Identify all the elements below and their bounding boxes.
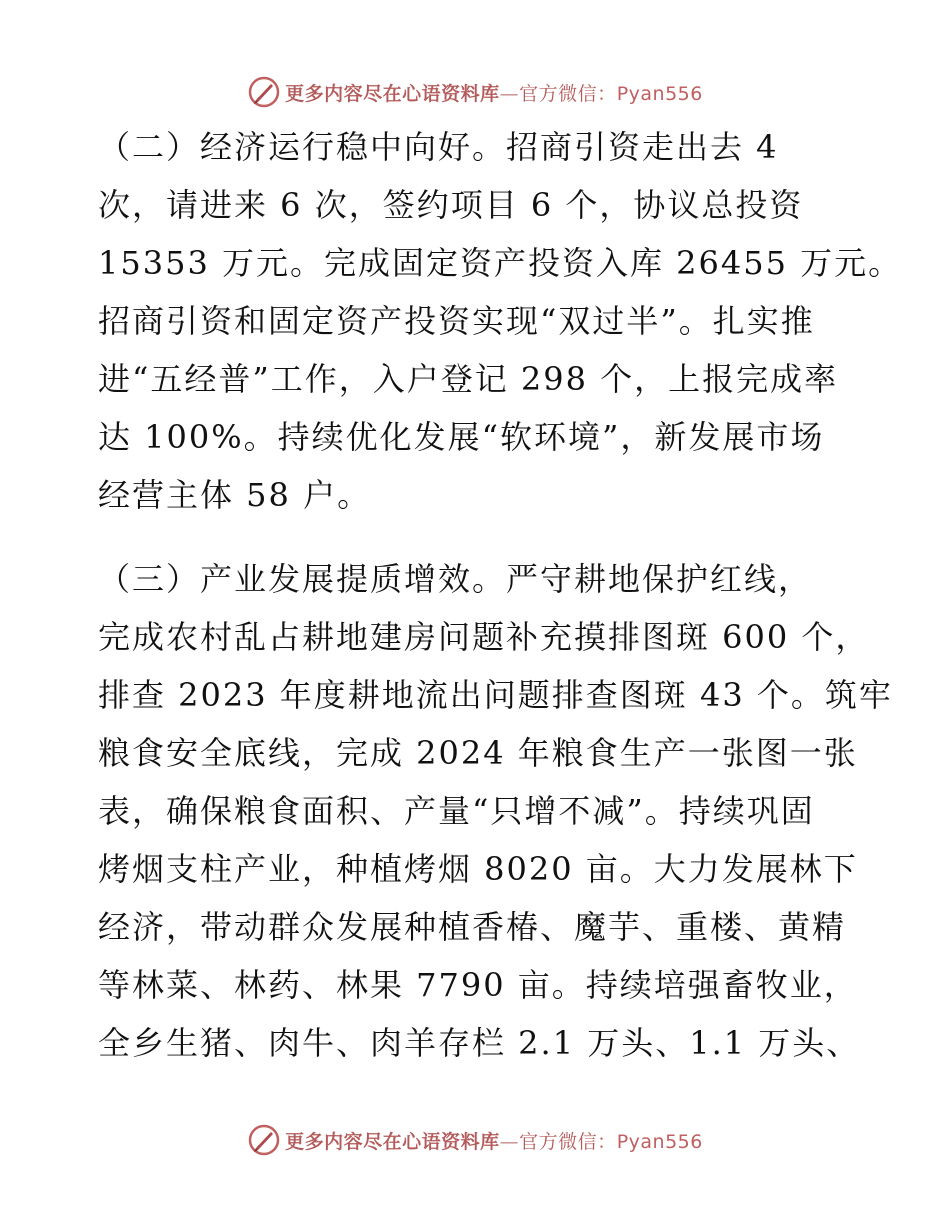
text-line: 次，请进来 6 次，签约项目 6 个，协议总投资: [98, 186, 804, 224]
text-line: 进“五经普”工作，入户登记 298 个，上报完成率: [98, 360, 839, 398]
watermark-wechat-label: 官方微信：: [519, 82, 617, 105]
text-line: （三）产业发展提质增效。严守耕地保护红线，: [98, 560, 813, 598]
text-line: 达 100%。持续优化发展“软环境”，新发展市场: [98, 418, 825, 456]
text-line: 招商引资和固定资产投资实现“双过半”。扎实推: [98, 302, 815, 340]
header-watermark: [0, 72, 950, 112]
footer-watermark: [0, 1120, 950, 1160]
text-line: 粮食安全底线，完成 2024 年粮食生产一张图一张: [98, 734, 858, 772]
watermark-separator: —: [499, 82, 520, 105]
text-line: 完成农村乱占耕地建房问题补充摸排图斑 600 个，: [98, 618, 870, 656]
quill-pen-logo-icon: [247, 75, 281, 109]
paragraph-industry: [98, 550, 893, 1072]
text-line: （二）经济运行稳中向好。招商引资走出去 4: [98, 128, 779, 166]
watermark-separator: —: [499, 1130, 520, 1153]
text-line: 表，确保粮食面积、产量“只增不减”。持续巩固: [98, 792, 815, 830]
watermark-wechat-label: 官方微信：: [519, 1130, 617, 1153]
quill-pen-logo-icon: [247, 1123, 281, 1157]
text-line: 15353 万元。完成固定资产投资入库 26455 万元。: [98, 244, 903, 282]
watermark-brand: 更多内容尽在心语资料库: [285, 1130, 500, 1153]
watermark-text: [285, 79, 703, 106]
watermark-wechat-id: Pyan556: [616, 1130, 703, 1153]
watermark-brand: 更多内容尽在心语资料库: [285, 82, 500, 105]
text-line: 经营主体 58 户。: [98, 476, 372, 514]
text-line: 等林菜、林药、林果 7790 亩。持续培强畜牧业，: [98, 966, 858, 1004]
paragraph-spacer: [98, 524, 858, 550]
watermark-wechat-id: Pyan556: [616, 82, 703, 105]
text-line: 排查 2023 年度耕地流出问题排查图斑 43 个。筑牢: [98, 676, 893, 714]
text-line: 烤烟支柱产业，种植烤烟 8020 亩。大力发展林下: [98, 850, 858, 888]
paragraph-economy: [98, 118, 903, 524]
text-line: 经济，带动群众发展种植香椿、魔芋、重楼、黄精: [98, 908, 847, 946]
document-body: [98, 118, 903, 1072]
text-line: 全乡生猪、肉牛、肉羊存栏 2.1 万头、1.1 万头、: [98, 1024, 861, 1062]
watermark-text: [285, 1127, 703, 1154]
